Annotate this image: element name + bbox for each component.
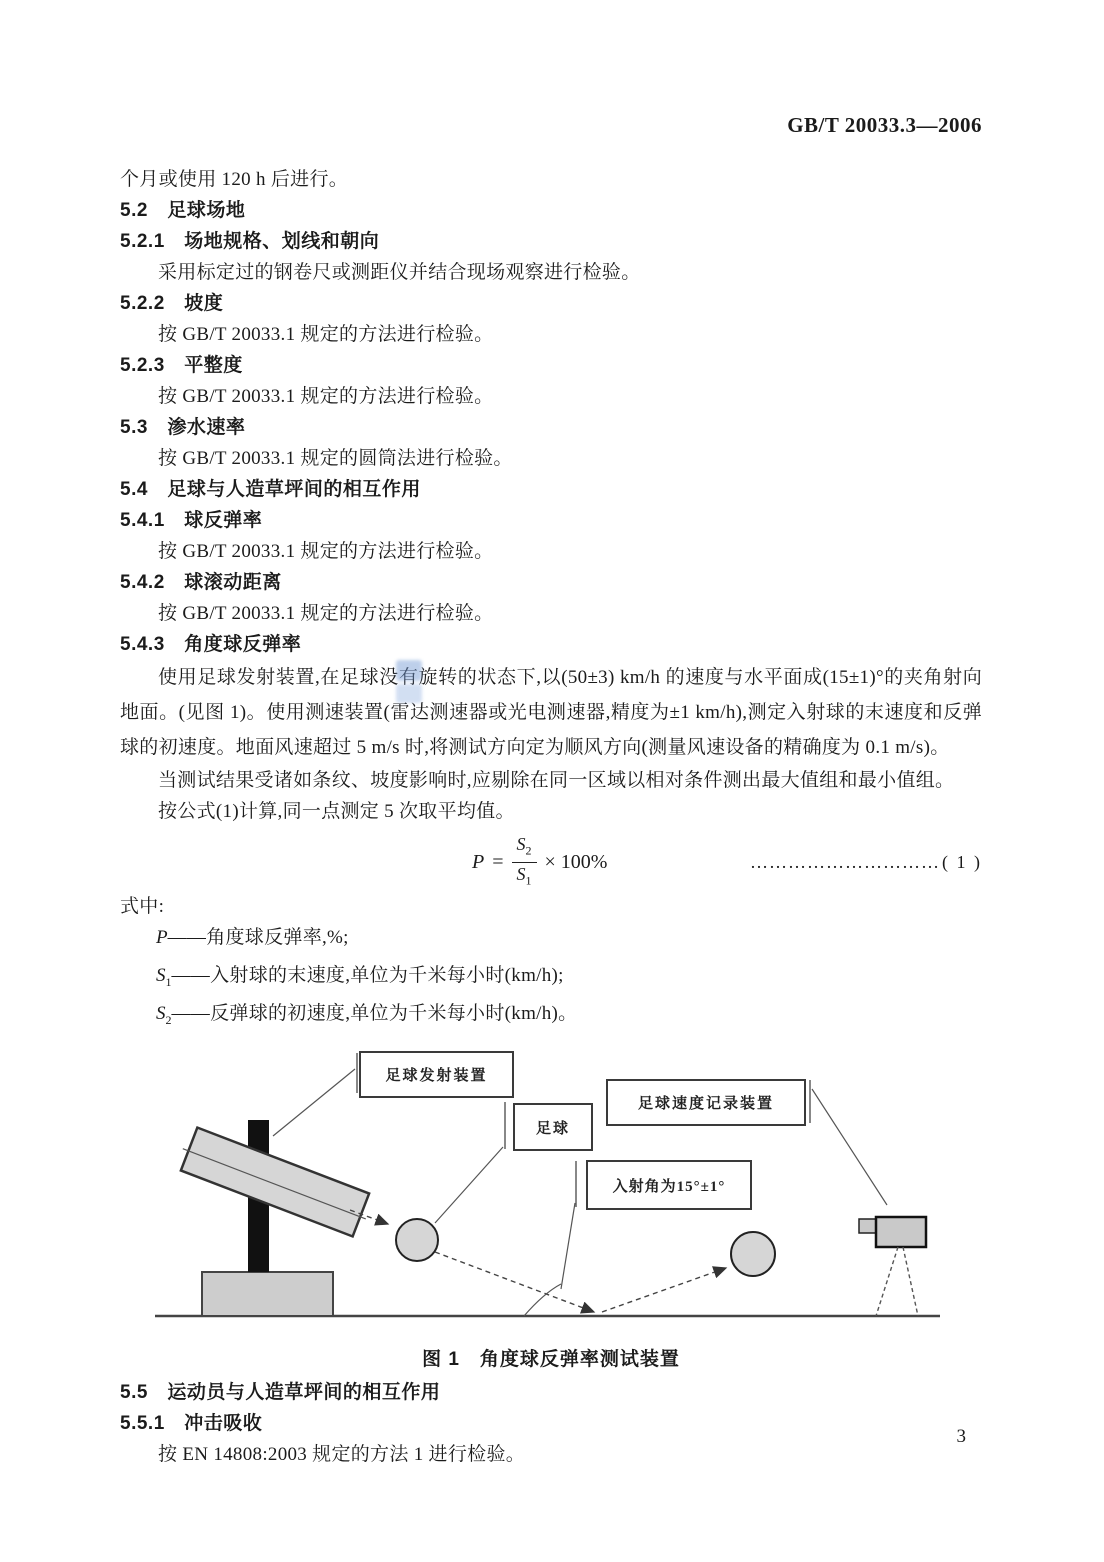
callout-line-ball [435,1147,503,1223]
page-number: 3 [956,1426,966,1447]
camera-lens [859,1219,877,1233]
label-recorder: 足球速度记录装置 [606,1079,806,1126]
launcher-base [202,1272,333,1316]
section-heading-5-4-3: 5.4.3 角度球反弹率 [120,634,302,655]
equation-1 [120,833,982,891]
label-ball: 足球 [513,1103,593,1151]
section-heading-5-2: 5.2 足球场地 [120,200,246,221]
fraction-numerator: $S_2$ [512,834,537,863]
section-heading-5-4: 5.4 足球与人造草坪间的相互作用 [120,479,421,500]
legend-item: $S_1——$入射球的末速度,单位为千米每小时(km/h); [156,964,564,989]
legend-item: $S_2——$反弹球的初速度,单位为千米每小时(km/h)。 [156,1002,578,1027]
tripod-leg [876,1247,898,1316]
section-heading-5-4-2: 5.4.2 球滚动距离 [120,572,282,593]
callout-line-angle [561,1203,575,1289]
legend-item: P——角度球反弹率,%; [156,927,349,948]
section-heading-5-2-2: 5.2.2 坡度 [120,293,224,314]
paragraph: 按 GB/T 20033.1 规定的方法进行检验。 [158,541,494,562]
standard-number: GB/T 20033.3—2006 [787,113,982,137]
ball-incident [396,1219,438,1261]
launcher-barrel [175,1126,374,1239]
paragraph: 按 GB/T 20033.1 规定的方法进行检验。 [158,603,494,624]
paragraph: 按 GB/T 20033.1 规定的圆筒法进行检验。 [158,448,513,469]
label-angle: 入射角为15°±1° [586,1160,752,1210]
angle-arc [524,1284,561,1316]
paragraph: 按公式(1)计算,同一点测定 5 次取平均值。 [158,801,515,822]
callout-line-recorder [812,1089,887,1205]
formula-legend [120,891,982,1035]
ball-rebound [731,1232,775,1276]
fraction-denominator: $S_1$ [516,863,532,888]
symbol-P: P [472,850,485,873]
paragraph: 按 GB/T 20033.1 规定的方法进行检验。 [158,324,494,345]
legend-intro: 式中: [120,896,165,917]
paragraph: 采用标定过的钢卷尺或测距仪并结合现场观察进行检验。 [158,262,641,283]
equation-number: ………………………… ( 1 ) [750,851,982,872]
section-heading-5-2-3: 5.2.3 平整度 [120,355,243,376]
rebound-ray [602,1268,726,1312]
section-heading-5-2-1: 5.2.1 场地规格、划线和朝向 [120,231,380,252]
paragraph: 当测试结果受诸如条纹、坡度影响时,应剔除在同一区域以相对条件测出最大值组和最小值组。 [158,770,955,791]
section-heading-5-5: 5.5 运动员与人造草坪间的相互作用 [120,1382,441,1404]
section-heading-5-3: 5.3 渗水速率 [120,417,246,438]
equation-tail: × 100% [544,850,608,873]
camera-body [876,1217,926,1247]
document-content [0,138,1104,1470]
section-heading-5-4-1: 5.4.1 球反弹率 [120,510,263,531]
callout-line-launcher [273,1069,355,1136]
paragraph: 按 EN 14808:2003 规定的方法 1 进行检验。 [158,1444,526,1466]
figure-1-caption: 图 1 角度球反弹率测试装置 [422,1349,680,1371]
figure-1-diagram [120,1039,1040,1339]
tripod-leg [903,1247,918,1316]
label-launcher: 足球发射装置 [359,1051,514,1098]
section-5-5 [120,1377,982,1470]
equals-sign: = [492,850,504,873]
fraction [512,834,537,890]
section-heading-5-5-1: 5.5.1 冲击吸收 [120,1413,263,1435]
paragraph: 按 GB/T 20033.1 规定的方法进行检验。 [158,386,494,407]
paragraph: 个月或使用 120 h 后进行。 [120,169,349,190]
apparatus-drawing [120,1039,1040,1339]
incident-ray [435,1252,594,1312]
paragraph: 使用足球发射装置,在足球没有旋转的状态下,以(50±3) km/h 的速度与水平面成(15±1)°的夹角射向地面。(见图 1)。使用测速装置(雷达测速器或光电测速器,精度为±1 km/h),测定入射球的末速度和反弹球的初速度。地面风速超过 5 m/s 时,将测试方向定为顺风方向(测量风速设备的精确度为 0.1 m/s)。 [120,667,982,758]
equation-expression [472,834,607,890]
